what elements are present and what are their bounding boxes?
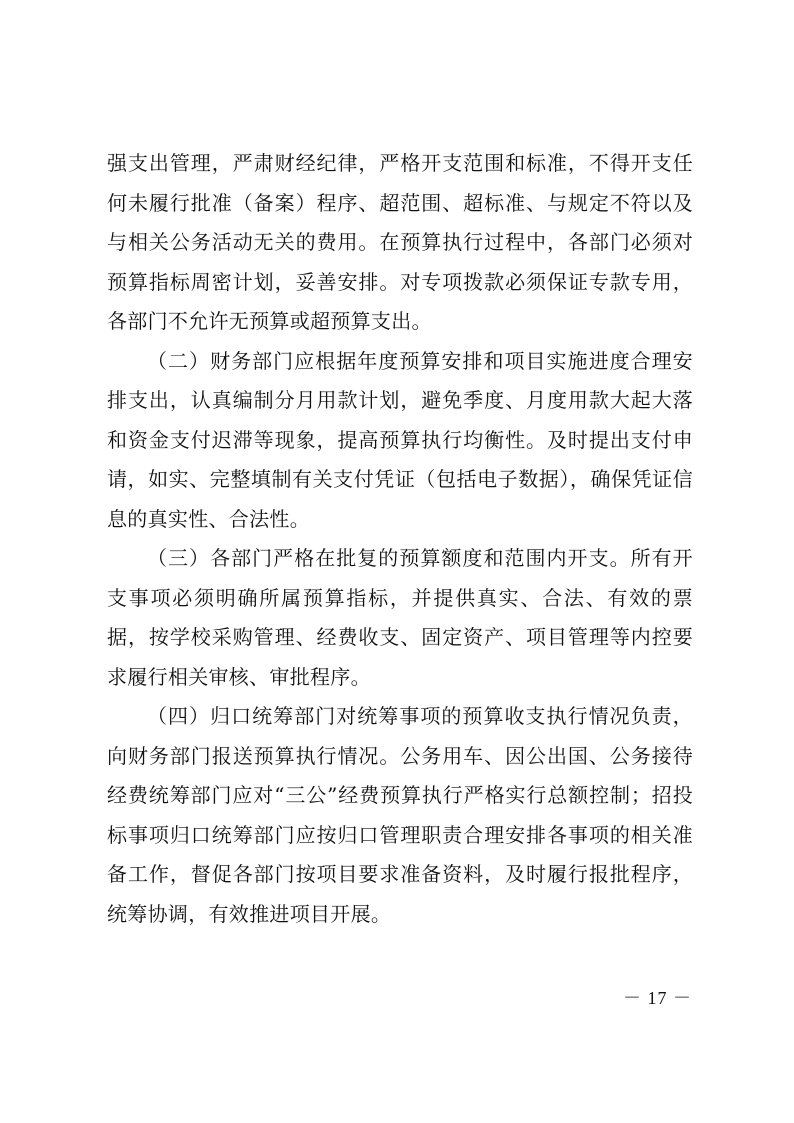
page-number: － 17 － (623, 988, 692, 1008)
paragraph-section-three: （三）各部门严格在批复的预算额度和范围内开支。所有开支事项必须明确所属预算指标，并提供真实、合法、有效的票据，按学校采购管理、经费收支、固定资产、项目管理等内控要求履行相关审核、审批程序。 (107, 546, 693, 689)
paragraph-continuation: 强支出管理，严肃财经纪律，严格开支范围和标准，不得开支任何未履行批准（备案）程序、超范围、超标准、与规定不符以及与相关公务活动无关的费用。在预算执行过程中，各部门必须对预算指标周密计划，妥善安排。对专项拨款必须保证专款专用，各部门不允许无预算或超预算支出。 (107, 151, 693, 333)
body-text (107, 144, 693, 934)
paragraph-section-two: （二）财务部门应根据年度预算安排和项目实施进度合理安排支出，认真编制分月用款计划，避免季度、月度用款大起大落和资金支付迟滞等现象，提高预算执行均衡性。及时提出支付申请，如实、完整填制有关支付凭证（包括电子数据），确保凭证信息的真实性、合法性。 (107, 348, 693, 531)
paragraph-section-four: （四）归口统筹部门对统筹事项的预算收支执行情况负责，向财务部门报送预算执行情况。公务用车、因公出国、公务接待经费统筹部门应对“三公”经费预算执行严格实行总额控制；招投标事项归口统筹部门应按归口管理职责合理安排各事项的相关准备工作，督促各部门按项目要求准备资料，及时履行报批程序，统筹协调，有效推进项目开展。 (107, 704, 693, 926)
